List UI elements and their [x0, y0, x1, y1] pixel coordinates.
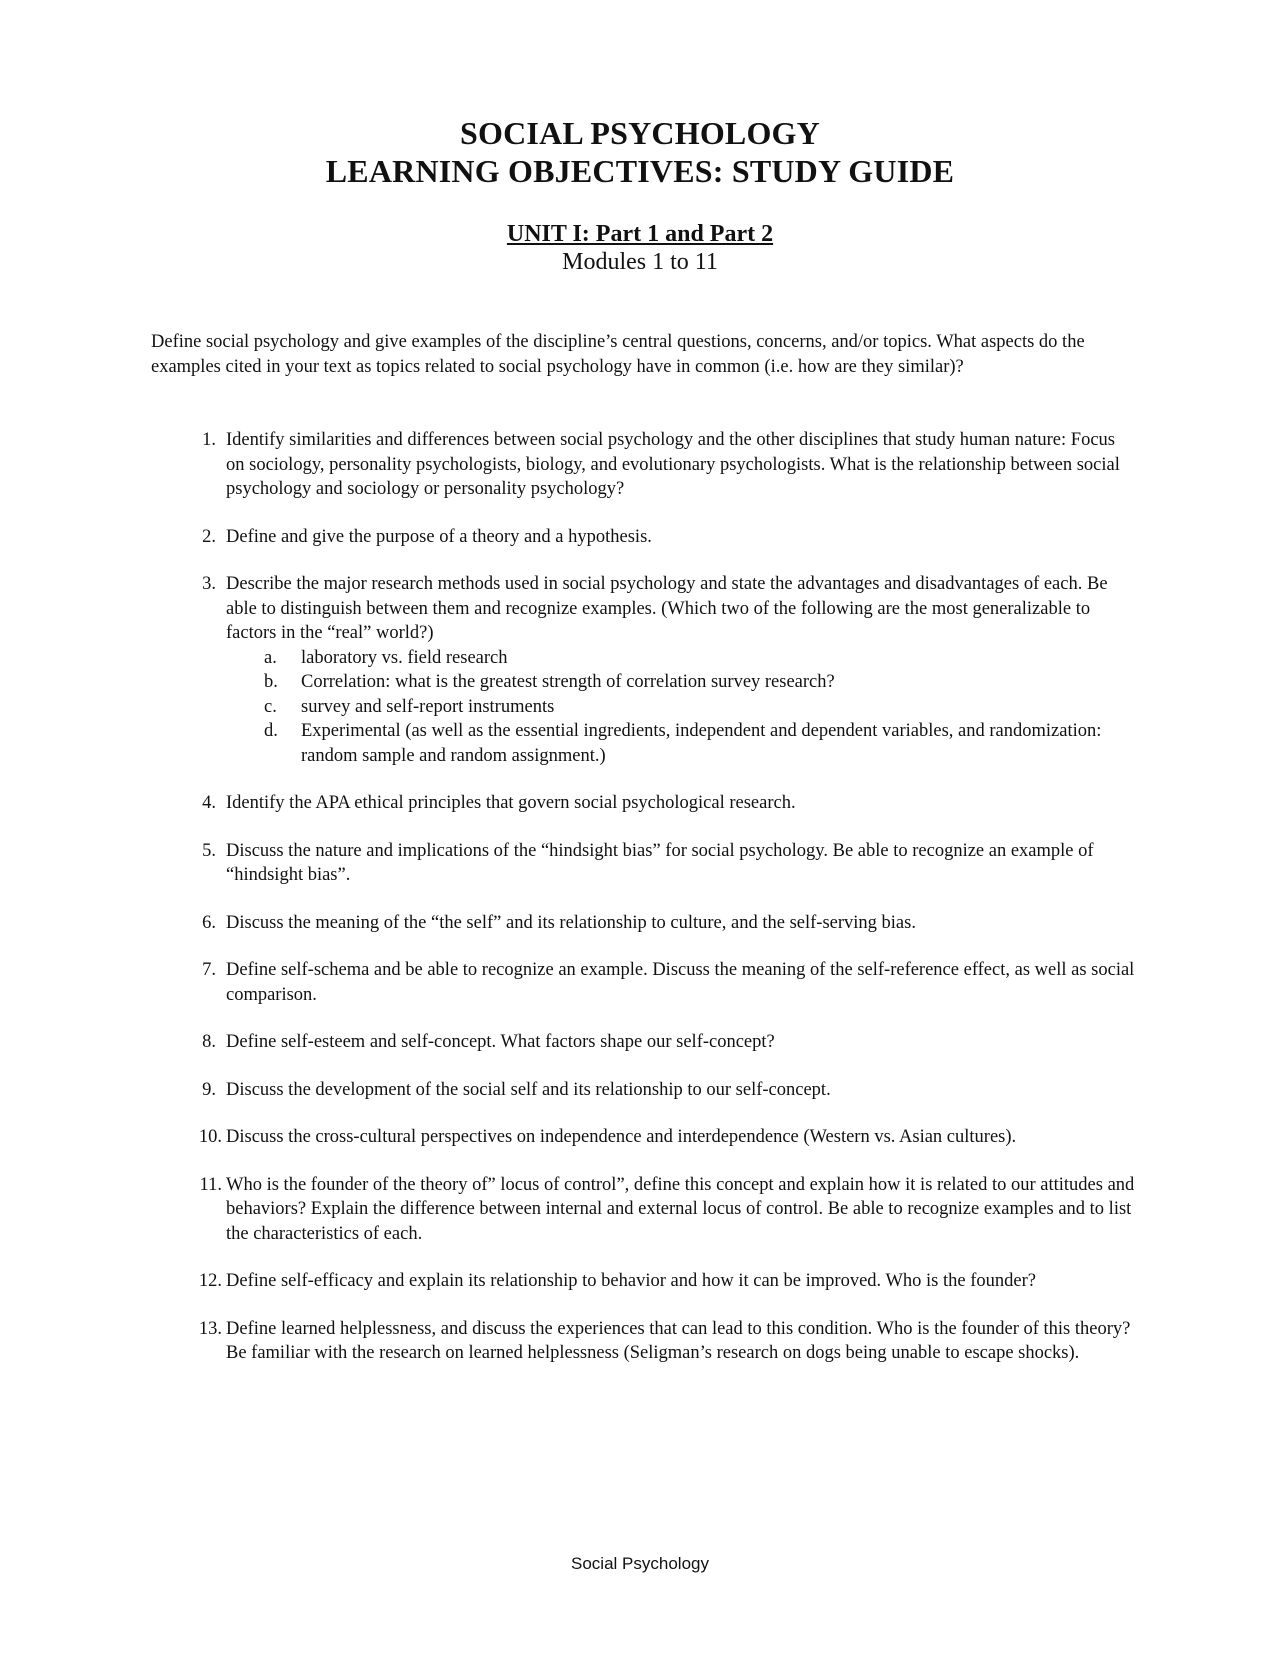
objective-number: 8. — [202, 1032, 216, 1052]
sublist-letter: b. — [264, 672, 278, 692]
objective-item — [0, 1030, 1136, 1055]
objective-item — [0, 1173, 1136, 1247]
objectives-list — [0, 428, 1280, 1389]
sublist-item — [226, 670, 1136, 695]
objective-text: Describe the major research methods used in social psychology and state the advantages and disadvantages of each. Be able to distinguish between them and recognize examples. (Which two of the following are the most generalizable to factors in the “real” world?) — [226, 574, 1108, 643]
objective-item — [0, 428, 1136, 502]
objective-number: 4. — [202, 793, 216, 813]
objective-text: Discuss the development of the social self and its relationship to our self-concept. — [226, 1079, 831, 1100]
research-methods-sublist — [226, 646, 1136, 769]
sublist-letter: c. — [264, 696, 277, 717]
objective-number: 9. — [202, 1079, 216, 1100]
objective-item — [0, 572, 1136, 768]
objective-number: 10. — [198, 1127, 222, 1147]
objective-text: Identify the APA ethical principles that govern social psychological research. — [226, 793, 796, 813]
sublist-letter: d. — [264, 721, 278, 741]
objective-item — [0, 1317, 1136, 1366]
objective-text: Define self-efficacy and explain its relationship to behavior and how it can be improved. Who is the founder? — [226, 1271, 1036, 1291]
sublist-item — [226, 646, 1136, 671]
objective-text: Define and give the purpose of a theory and a hypothesis. — [226, 526, 652, 547]
objective-item — [0, 1269, 1136, 1294]
objective-number: 11. — [199, 1174, 222, 1195]
objective-text: Define self-esteem and self-concept. What factors shape our self-concept? — [226, 1032, 775, 1052]
objective-number: 7. — [202, 960, 216, 980]
objective-text: Discuss the nature and implications of the “hindsight bias” for social psychology. Be able to recognize an example of “hindsight bias”. — [226, 840, 1094, 885]
objective-item — [0, 525, 1136, 550]
objective-text: Discuss the meaning of the “the self” and its relationship to culture, and the self-serving bias. — [226, 912, 916, 933]
sublist-text: survey and self-report instruments — [301, 696, 555, 717]
title-line-2: LEARNING OBJECTIVES: STUDY GUIDE — [325, 153, 955, 189]
objective-item — [0, 911, 1136, 936]
sublist-item — [226, 719, 1136, 768]
objective-number: 3. — [202, 574, 216, 594]
objective-text: Define learned helplessness, and discuss the experiences that can lead to this condition. Who is the founder of this theory? Be familiar with the research on learned helplessness (Seligman’s research on dogs being unable to escape shocks). — [226, 1318, 1131, 1363]
unit-heading: UNIT I: Part 1 and Part 2 — [506, 221, 774, 247]
objective-text: Who is the founder of the theory of” locus of control”, define this concept and explain how it is related to our attitudes and behaviors? Explain the difference between internal and external locus of control. Be able to recognize examples and to list the characteristics of each. — [226, 1174, 1135, 1244]
intro-paragraph: Define social psychology and give examples of the discipline’s central questions, concerns, and/or topics. What aspects do the examples cited in your text as topics related to social psychology have in common (i.e. how are they similar)? — [151, 332, 1085, 377]
sublist-text: Experimental (as well as the essential ingredients, independent and dependent variables, and randomization: random sample and random assignment.) — [301, 721, 1102, 766]
objective-item — [0, 791, 1136, 816]
objective-item — [0, 839, 1136, 888]
page-footer: Social Psychology — [571, 1554, 709, 1573]
sublist-text: laboratory vs. field research — [301, 647, 508, 668]
objective-item — [0, 958, 1136, 1007]
objective-item — [0, 1125, 1136, 1150]
unit-header — [0, 220, 1280, 276]
objective-number: 2. — [202, 526, 216, 547]
objective-item — [0, 1078, 1136, 1103]
objective-number: 12. — [198, 1271, 222, 1291]
sublist-letter: a. — [264, 647, 277, 668]
objective-number: 13. — [198, 1318, 222, 1339]
unit-subheading: Modules 1 to 11 — [562, 249, 718, 275]
objective-text: Identify similarities and differences between social psychology and the other disciplines that study human nature: Focus on sociology, personality psychologists, biology, and evolutionary psychologists. What is the relationship between social psychology and sociology or personality psychology? — [226, 430, 1120, 499]
objective-number: 1. — [202, 430, 216, 450]
sublist-text: Correlation: what is the greatest strength of correlation survey research? — [301, 672, 835, 692]
objective-text: Define self-schema and be able to recognize an example. Discuss the meaning of the self-reference effect, as well as social comparison. — [226, 960, 1135, 1005]
sublist-item — [226, 695, 1136, 720]
document-title — [0, 114, 1280, 190]
title-line-1: SOCIAL PSYCHOLOGY — [460, 115, 820, 151]
objective-text: Discuss the cross-cultural perspectives on independence and interdependence (Western vs. Asian cultures). — [226, 1127, 1017, 1147]
objective-number: 6. — [202, 912, 216, 933]
objective-number: 5. — [202, 840, 216, 861]
